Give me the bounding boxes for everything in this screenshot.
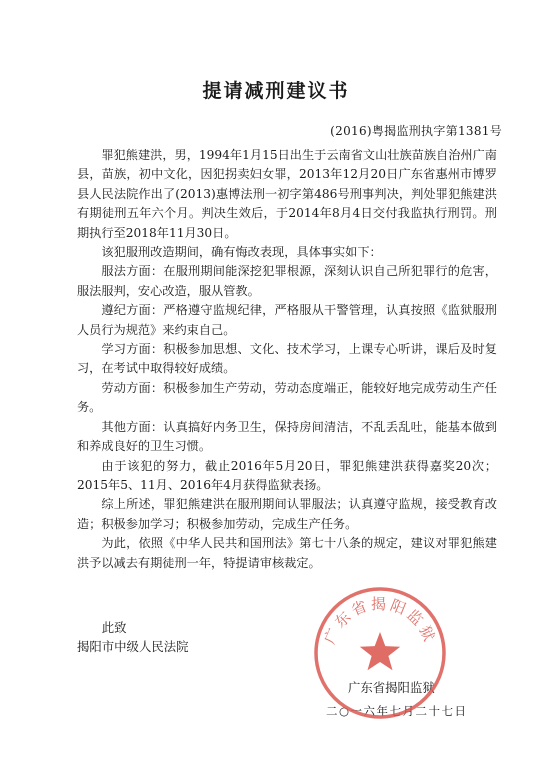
document-title: 提请减刑建议书 xyxy=(202,80,350,102)
official-seal-stamp xyxy=(305,578,455,728)
paragraph-discipline: 遵纪方面：严格遵守监规纪律，严格服从干警管理，认真按照《监狱服刑人员行为规范》来约束自己。 xyxy=(77,303,497,337)
closing-recipient: 揭阳市中级人民法院 xyxy=(77,639,189,654)
signing-date: 二○一六年七月二十七日 xyxy=(326,704,468,718)
paragraph-summary: 综上所述，罪犯熊建洪在服刑期间认罪服法；认真遵守监规，接受教育改造；积极参加学习；积极参加劳动，完成生产任务。 xyxy=(77,497,497,531)
paragraph-labor: 劳动方面：积极参加生产劳动，劳动态度端正，能较好地完成劳动生产任务。 xyxy=(77,380,497,415)
svg-text:广东省揭阳监狱: 广东省揭阳监狱 xyxy=(320,595,440,647)
paragraph-facts-intro: 该犯服刑改造期间，确有悔改表现，具体事实如下： xyxy=(101,245,382,260)
signer-name: 广东省揭阳监狱 xyxy=(348,680,435,695)
paragraph-study: 学习方面：积极参加思想、文化、技术学习，上课专心听讲，课后及时复习，在考试中取得较好成绩。 xyxy=(77,342,497,376)
paragraph-other: 其他方面：认真搞好内务卫生，保持房间清洁，不乱丢乱吐，能基本做到和养成良好的卫生习惯。 xyxy=(77,419,497,454)
closing-block xyxy=(77,618,189,656)
closing-salutation: 此致 xyxy=(101,620,127,635)
document-number: (2016)粤揭监刑执字第1381号 xyxy=(330,124,502,138)
document-body xyxy=(77,146,497,573)
paragraph-law-abiding: 服法方面：在服刑期间能深挖犯罪根源，深刻认识自己所犯罪行的危害，服法服判，安心改造，服从管教。 xyxy=(77,264,497,298)
paragraph-recommendation: 为此，依照《中华人民共和国刑法》第七十八条的规定，建议对罪犯熊建洪予以减去有期徒刑一年，特提请审核裁定。 xyxy=(77,536,497,570)
paragraph-awards: 由于该犯的努力，截止2016年5月20日，罪犯熊建洪获得嘉奖20次；2015年5、11月、2016年4月获得监狱表扬。 xyxy=(77,458,497,492)
paragraph-basic-info: 罪犯熊建洪，男，1994年1月15日出生于云南省文山壮族苗族自治州广南县，苗族，初中文化，因犯拐卖妇女罪，2013年12月20日广东省惠州市博罗县人民法院作出了(2013)惠博法刑一初字第486号刑事判决，判处罪犯熊建洪有期徒刑五年六个月。判决生效后，于2014年8月4日交付我监执行刑罚。刑期执行至2018年11月30日。 xyxy=(77,148,497,240)
